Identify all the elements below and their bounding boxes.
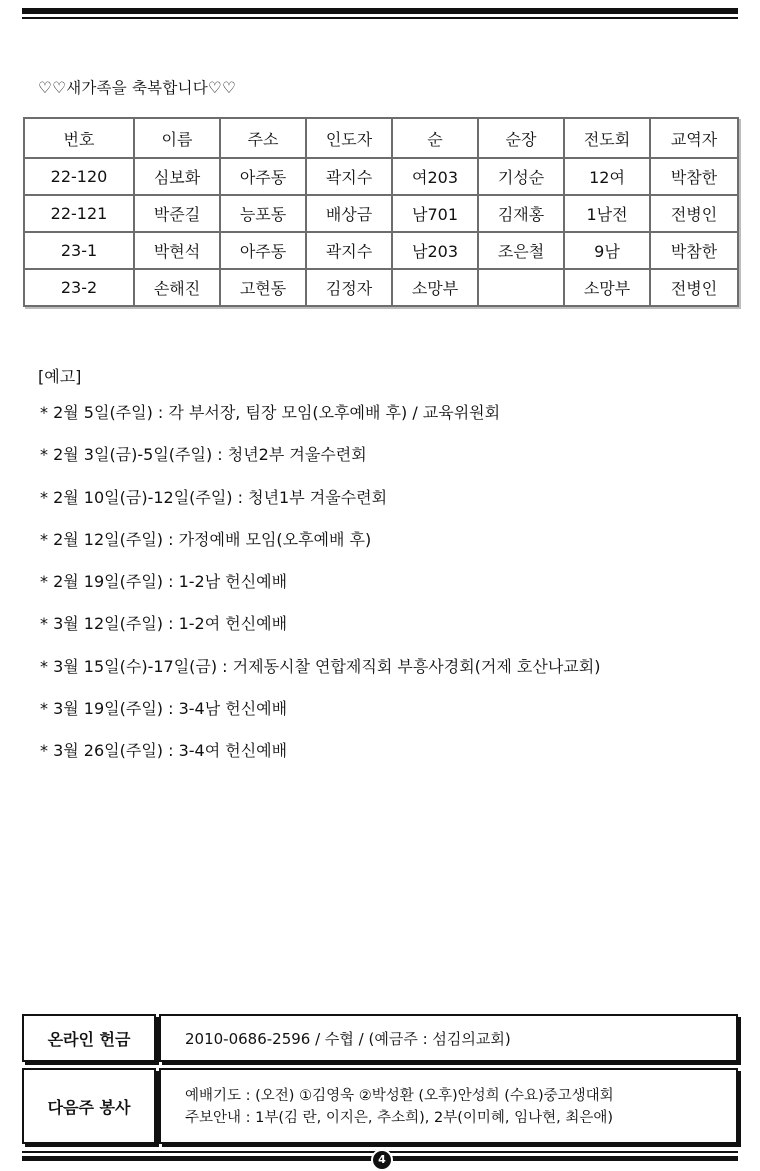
table-cell: 22-121 [24, 195, 134, 232]
page-number: 4 [371, 1149, 393, 1171]
online-offering-label: 온라인 헌금 [22, 1014, 156, 1062]
table-cell: 아주동 [220, 232, 306, 269]
table-cell: 전병인 [650, 195, 738, 232]
notice-item: * 2월 19일(주일) : 1-2남 헌신예배 [40, 572, 288, 592]
table-row [24, 195, 738, 232]
table-cell: 김재홍 [478, 195, 564, 232]
table-cell: 손해진 [134, 269, 220, 306]
table-cell: 9남 [564, 232, 650, 269]
notice-item: * 3월 12일(주일) : 1-2여 헌신예배 [40, 614, 288, 634]
table-cell: 능포동 [220, 195, 306, 232]
next-week-service-label: 다음주 봉사 [22, 1068, 156, 1144]
top-rule-thin [22, 17, 738, 19]
notice-item: * 2월 12일(주일) : 가정예배 모임(오후예배 후) [40, 529, 372, 549]
notice-item: * 2월 3일(금)-5일(주일) : 청년2부 겨울수련회 [40, 445, 367, 465]
table-cell: 배상금 [306, 195, 392, 232]
welcome-title: ♡♡새가족을 축복합니다♡♡ [38, 79, 237, 97]
table-cell: 고현동 [220, 269, 306, 306]
table-cell: 기성순 [478, 158, 564, 195]
table-cell: 소망부 [564, 269, 650, 306]
notice-item: * 3월 15일(수)-17일(금) : 거제동시찰 연합제직회 부흥사경회(거제 호산나교회) [40, 656, 601, 676]
table-cell: 아주동 [220, 158, 306, 195]
notice-item: * 2월 5일(주일) : 각 부서장, 팀장 모임(오후예배 후) / 교육위원회 [40, 403, 501, 422]
table-cell: 남701 [392, 195, 478, 232]
table-cell: 박준길 [134, 195, 220, 232]
table-cell: 소망부 [392, 269, 478, 306]
table-cell: 23-1 [24, 232, 134, 269]
table-cell: 1남전 [564, 195, 650, 232]
table-cell: 조은철 [478, 232, 564, 269]
prayer-assignment: 예배기도 : (오전) ①김영욱 ②박성환 (오후)안성희 (수요)중고생대회 [185, 1088, 614, 1104]
table-row [24, 269, 738, 306]
header-name: 이름 [134, 118, 220, 158]
online-offering-account: 2010-0686-2596 / 수협 / (예금주 : 섬김의교회) [185, 1030, 511, 1048]
table-cell [478, 269, 564, 306]
top-rule-thick [22, 8, 738, 14]
table-cell: 남203 [392, 232, 478, 269]
online-offering-box [159, 1014, 738, 1062]
header-group-leader: 순장 [478, 118, 564, 158]
notice-heading: [예고] [38, 367, 82, 386]
header-address: 주소 [220, 118, 306, 158]
header-pastor: 교역자 [650, 118, 738, 158]
table-header-row [24, 118, 738, 158]
table-cell: 박현석 [134, 232, 220, 269]
notice-item: * 2월 10일(금)-12일(주일) : 청년1부 겨울수련회 [40, 487, 388, 507]
table-row [24, 232, 738, 269]
table-cell: 박참한 [650, 232, 738, 269]
table-cell: 심보화 [134, 158, 220, 195]
table-cell: 곽지수 [306, 158, 392, 195]
notice-list [40, 398, 600, 779]
notice-item: * 3월 26일(주일) : 3-4여 헌신예배 [40, 741, 288, 761]
notice-item: * 3월 19일(주일) : 3-4남 헌신예배 [40, 699, 288, 719]
table-cell: 박참한 [650, 158, 738, 195]
table-cell: 곽지수 [306, 232, 392, 269]
table-cell: 23-2 [24, 269, 134, 306]
table-cell: 전병인 [650, 269, 738, 306]
next-week-service-box [159, 1068, 738, 1144]
table-cell: 12여 [564, 158, 650, 195]
table-row [24, 158, 738, 195]
bulletin-assignment: 주보안내 : 1부(김 란, 이지은, 추소희), 2부(이미혜, 임나현, 최은애) [185, 1110, 614, 1126]
header-group: 순 [392, 118, 478, 158]
header-guide: 인도자 [306, 118, 392, 158]
header-number: 번호 [24, 118, 134, 158]
table-cell: 김정자 [306, 269, 392, 306]
new-family-table [23, 117, 739, 307]
header-mission-group: 전도회 [564, 118, 650, 158]
table-cell: 22-120 [24, 158, 134, 195]
table-cell: 여203 [392, 158, 478, 195]
